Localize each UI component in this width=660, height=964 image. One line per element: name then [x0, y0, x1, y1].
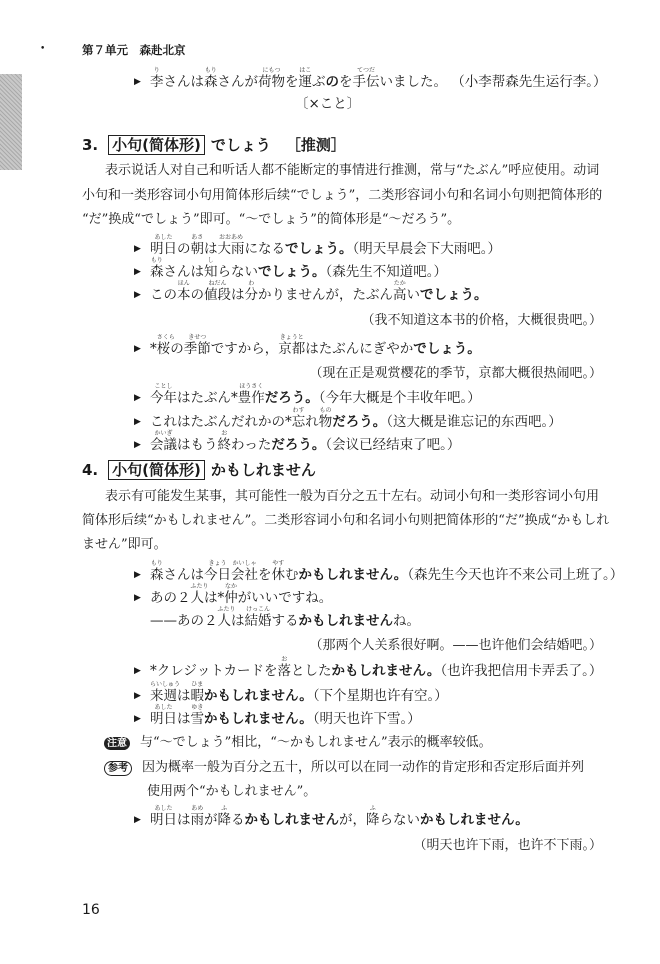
translation: （今年大概是个丰收年吧。） [318, 390, 481, 406]
furigana-word: 豊作 ほうさく [237, 383, 265, 406]
furigana-reading: お [221, 430, 228, 437]
grammar-pattern: かもしれません [210, 461, 316, 479]
furigana-reading: さくら [156, 334, 175, 341]
furigana-word: 森 もり [204, 67, 218, 90]
text-segment: は* [204, 590, 225, 606]
example-sentence [134, 560, 624, 583]
furigana-reading: あした [154, 234, 173, 241]
bullet-icon: ▶ [134, 417, 141, 427]
note-badge-icon: 注意 [104, 737, 130, 750]
furigana-reading: あした [154, 805, 173, 812]
japanese-text [150, 67, 447, 90]
text-segment: がいいですね。 [237, 590, 333, 606]
furigana-word: 休 やす [271, 560, 285, 583]
text-segment: れ [305, 414, 319, 430]
furigana-reading: ほん [177, 280, 190, 287]
japanese-text [150, 383, 319, 406]
furigana-reading: もの [319, 407, 332, 414]
furigana-reading: もり [204, 67, 217, 74]
grammar-highlight: かもしれません [298, 613, 393, 629]
grammar-highlight: かもしれません。 [204, 711, 313, 727]
japanese-text [150, 257, 326, 280]
furigana-reading: らいしゅう [150, 681, 181, 688]
text-segment: は [177, 812, 191, 828]
text-segment: い [406, 287, 420, 303]
furigana-word: 落 お [277, 656, 292, 679]
grammar-highlight: かもしれません [244, 812, 339, 828]
grammar-highlight: かもしれません。 [298, 567, 408, 583]
grammar-highlight: だろう。 [271, 437, 326, 453]
grammar-highlight: の [325, 74, 339, 90]
furigana-word: 結婚 けっこん [244, 606, 272, 629]
furigana-word: 李 り [150, 67, 164, 90]
text-segment: かりませんが，たぶん [258, 287, 393, 303]
grammar-pattern: でしょう [210, 136, 271, 154]
furigana-reading: ほうさく [239, 383, 264, 390]
furigana-reading: ふたり [190, 583, 209, 590]
reference-text: 使用两个“かもしれません”。 [147, 784, 317, 799]
furigana-reading: たか [393, 280, 406, 287]
furigana-word: 忘 わす [291, 407, 306, 430]
furigana-reading: にもつ [262, 67, 281, 74]
furigana-reading: やす [272, 560, 285, 567]
text-segment: は [177, 711, 191, 727]
section-tag: ［推测］ [285, 136, 346, 154]
text-segment: ね。 [393, 613, 420, 629]
furigana-reading: あした [154, 704, 173, 711]
furigana-reading: おおあめ [218, 234, 243, 241]
text-segment: ですから， [210, 341, 279, 357]
grammar-highlight: かもしれません。 [420, 812, 529, 828]
reference-badge-icon: 参考 [104, 761, 132, 776]
japanese-text [150, 681, 313, 704]
translation: （会议已经结束了吧。） [325, 437, 461, 453]
japanese-text [150, 280, 488, 303]
furigana-reading: かいしゃ [232, 560, 257, 567]
example-sentence [134, 805, 529, 828]
furigana-reading: もり [150, 257, 163, 264]
text-segment: ——あの２ [150, 613, 218, 629]
bullet-icon: ▶ [134, 244, 141, 254]
furigana-reading: ひま [191, 681, 204, 688]
text-segment: いました。 [379, 74, 447, 90]
japanese-text [150, 430, 326, 453]
furigana-reading: お [281, 656, 288, 663]
bullet-icon: ▶ [134, 344, 141, 354]
furigana-reading: ことし [154, 383, 173, 390]
furigana-reading: ねだん [208, 280, 227, 287]
example-reply [150, 606, 420, 629]
bullet-icon: ▶ [134, 290, 141, 300]
paragraph-line: “だ”换成“でしょう”即可。“～でしょう”的简体形是“～だろう”。 [82, 212, 461, 227]
translation: （明天也许下雪。） [312, 711, 421, 727]
example-sentence [134, 681, 448, 704]
furigana-word: 会社 かいしゃ [231, 560, 258, 583]
text-segment: になる [244, 241, 285, 257]
translation: （森先生今天也许不来公司上班了。） [407, 567, 624, 583]
grammar-highlight: でしょう。 [258, 264, 326, 280]
text-segment: は [204, 241, 218, 257]
furigana-word: 来週 らいしゅう [150, 681, 181, 704]
note-line [104, 735, 492, 751]
page-number: 16 [82, 902, 100, 918]
paragraph-line: ません”即可。 [82, 537, 167, 552]
furigana-reading: あめ [191, 805, 204, 812]
furigana-reading: もり [150, 560, 163, 567]
furigana-word: 人 ふたり [190, 583, 209, 606]
grammar-highlight: でしょう。 [285, 241, 353, 257]
furigana-word: 雪 ゆき [190, 704, 204, 727]
furigana-reading: はこ [299, 67, 312, 74]
text-segment: わった [231, 437, 272, 453]
furigana-word: 手伝 てつだ [352, 67, 380, 90]
translation: （下个星期也许有空。） [312, 688, 448, 704]
furigana-word: 森 もり [150, 257, 164, 280]
text-segment: *クレジットカードを [150, 663, 278, 679]
translation: （那两个人关系很好啊。——也许他们会结婚吧。） [309, 638, 602, 653]
japanese-text [150, 560, 408, 583]
bullet-icon: ▶ [134, 593, 141, 603]
furigana-word: 明日 あした [150, 704, 177, 727]
text-segment: の [190, 287, 204, 303]
furigana-reading: かいぎ [154, 430, 173, 437]
text-segment: の [170, 341, 184, 357]
text-segment: る [231, 812, 245, 828]
text-segment: を [258, 567, 272, 583]
bullet-icon: ▶ [134, 691, 141, 701]
furigana-reading: わす [292, 407, 305, 414]
furigana-word: 知 し [204, 257, 218, 280]
text-segment: これはたぶんだれかの* [150, 414, 292, 430]
grammar-highlight: だろう。 [332, 414, 387, 430]
text-segment: さんが [217, 74, 258, 90]
furigana-word: 今年 ことし [150, 383, 177, 406]
furigana-word: 運 はこ [298, 67, 312, 90]
grammar-highlight: でしょう。 [420, 287, 488, 303]
furigana-word: 京都 きょうと [278, 334, 306, 357]
translation: （也许我把信用卡弄丢了。） [440, 663, 603, 679]
section-number: 4. [82, 461, 99, 479]
furigana-word: 降 ふ [217, 805, 231, 828]
text-segment: さんは [163, 567, 204, 583]
bullet-icon: ▶ [134, 666, 141, 676]
furigana-reading: わ [248, 280, 255, 287]
reference-text: 因为概率一般为百分之五十，所以可以在同一动作的肯定形和否定形后面并列 [142, 760, 585, 775]
furigana-reading: なか [224, 583, 237, 590]
text-segment: あの２ [150, 590, 191, 606]
text-segment: を [339, 74, 353, 90]
furigana-word: 終 お [217, 430, 231, 453]
furigana-word: 仲 なか [224, 583, 238, 606]
text-segment: の [177, 241, 191, 257]
bullet-icon: ▶ [134, 815, 141, 825]
furigana-word: 降 ふ [366, 805, 380, 828]
text-segment: はたぶんにぎやか [305, 341, 414, 357]
text-segment: この [150, 287, 177, 303]
example-sentence [134, 430, 461, 453]
furigana-reading: てつだ [356, 67, 375, 74]
furigana-word: 人 ふたり [217, 606, 236, 629]
bullet-icon: ▶ [134, 570, 141, 580]
translation: （森先生不知道吧。） [325, 264, 447, 280]
furigana-reading: り [153, 67, 160, 74]
text-segment: * [150, 341, 157, 357]
furigana-word: 暇 ひま [190, 681, 204, 704]
translation: （明天早晨会下大雨吧。） [352, 241, 501, 257]
bullet-icon: ▶ [134, 77, 141, 87]
translation: （这大概是谁忘记的东西吧。） [386, 414, 562, 430]
example-sentence [134, 407, 562, 430]
furigana-word: 物 もの [318, 407, 333, 430]
text-segment: らない [379, 812, 420, 828]
text-segment: は [177, 688, 191, 704]
furigana-reading: きょう [208, 560, 227, 567]
text-segment: が [204, 812, 218, 828]
furigana-word: 桜 さくら [156, 334, 175, 357]
paragraph-line: 小句和一类形容词小句用简体形后续“でしょう”，二类形容词小句和名词小句则把简体形的 [82, 188, 603, 203]
reference-line [104, 760, 584, 776]
example-sentence [134, 583, 333, 606]
furigana-word: 朝 あさ [190, 234, 204, 257]
furigana-reading: きせつ [188, 334, 207, 341]
japanese-text [150, 334, 481, 357]
text-segment: は [231, 287, 245, 303]
translation: （我不知道这本书的价格，大概很贵吧。） [361, 313, 602, 328]
japanese-text [150, 583, 333, 606]
running-header: 第７单元 森赴北京 [82, 43, 186, 57]
example-sentence [134, 383, 481, 406]
side-thumb-tab [0, 74, 22, 170]
text-segment: が， [339, 812, 366, 828]
example-sentence [134, 234, 501, 257]
grammar-highlight: だろう。 [264, 390, 319, 406]
bullet-icon: ▶ [134, 267, 141, 277]
example-sentence [134, 280, 488, 303]
furigana-word: 森 もり [150, 560, 164, 583]
bullet-icon: ▶ [134, 393, 141, 403]
paragraph-line: 表示有可能发生某事，其可能性一般为百分之五十左右。动词小句和一类形容词小句用 [105, 489, 600, 504]
furigana-word: 明日 あした [150, 234, 177, 257]
furigana-word: 高 たか [393, 280, 407, 303]
furigana-reading: し [207, 257, 214, 264]
text-segment: さんは [163, 74, 204, 90]
text-segment: する [271, 613, 299, 629]
text-segment: は [231, 613, 245, 629]
section-number: 3. [82, 136, 99, 154]
text-segment: はもう [177, 437, 218, 453]
furigana-word: 本 ほん [177, 280, 191, 303]
note-text: 与“～でしょう”相比，“～かもしれません”表示的概率较低。 [140, 735, 492, 750]
furigana-word: 分 わ [244, 280, 258, 303]
bullet-icon: ▶ [134, 714, 141, 724]
example-sentence [134, 334, 481, 357]
margin-dot: • [40, 44, 46, 54]
text-segment: らない [217, 264, 258, 280]
furigana-reading: けっこん [245, 606, 270, 613]
japanese-text [150, 656, 441, 679]
section-heading-4 [82, 461, 316, 479]
japanese-text [150, 234, 353, 257]
text-segment: を [285, 74, 299, 90]
example-sentence [134, 704, 421, 727]
text-segment: さんは [163, 264, 204, 280]
boxed-label: 小句(简体形) [108, 135, 205, 155]
translation: （现在正是观赏樱花的季节，京都大概很热闹吧。） [309, 366, 602, 381]
translation: （明天也许下雨，也许不下雨。） [413, 838, 602, 853]
furigana-reading: あさ [191, 234, 204, 241]
text-segment: ぶ [312, 74, 326, 90]
paragraph-line: 简体形后续“かもしれません”。二类形容词小句和名词小句则把简体形的“だ”换成“かもしれ [82, 513, 610, 528]
furigana-word: 値段 ねだん [204, 280, 231, 303]
grammar-highlight: でしょう。 [413, 341, 481, 357]
furigana-reading: ふ [369, 805, 376, 812]
japanese-text [150, 704, 313, 727]
example-sentence [134, 67, 607, 90]
text-segment: とした [291, 663, 332, 679]
furigana-word: 雨 あめ [190, 805, 204, 828]
furigana-reading: ゆき [191, 704, 204, 711]
text-segment: む [285, 567, 299, 583]
furigana-word: 会議 かいぎ [150, 430, 177, 453]
japanese-text [150, 606, 420, 629]
furigana-reading: ふたり [217, 606, 236, 613]
example-sentence [134, 257, 447, 280]
text-segment: はたぶん* [177, 390, 238, 406]
furigana-reading: ふ [221, 805, 228, 812]
grammar-highlight: かもしれません。 [331, 663, 441, 679]
usage-note: 〔×こと〕 [295, 96, 361, 112]
translation: （小李帮森先生运行李。） [451, 74, 607, 90]
furigana-word: 荷物 にもつ [258, 67, 285, 90]
japanese-text [150, 805, 529, 828]
furigana-word: 季節 きせつ [183, 334, 211, 357]
boxed-label: 小句(简体形) [108, 460, 205, 480]
japanese-text [150, 407, 387, 430]
furigana-word: 今日 きょう [204, 560, 231, 583]
section-heading-3 [82, 136, 346, 154]
furigana-reading: きょうと [279, 334, 304, 341]
furigana-word: 大雨 おおあめ [217, 234, 245, 257]
example-sentence [134, 656, 603, 679]
bullet-icon: ▶ [134, 440, 141, 450]
paragraph-line: 表示说话人对自己和听话人都不能断定的事情进行推测，常与“たぶん”呼应使用。动词 [105, 163, 600, 178]
furigana-word: 明日 あした [150, 805, 177, 828]
grammar-highlight: かもしれません。 [204, 688, 313, 704]
